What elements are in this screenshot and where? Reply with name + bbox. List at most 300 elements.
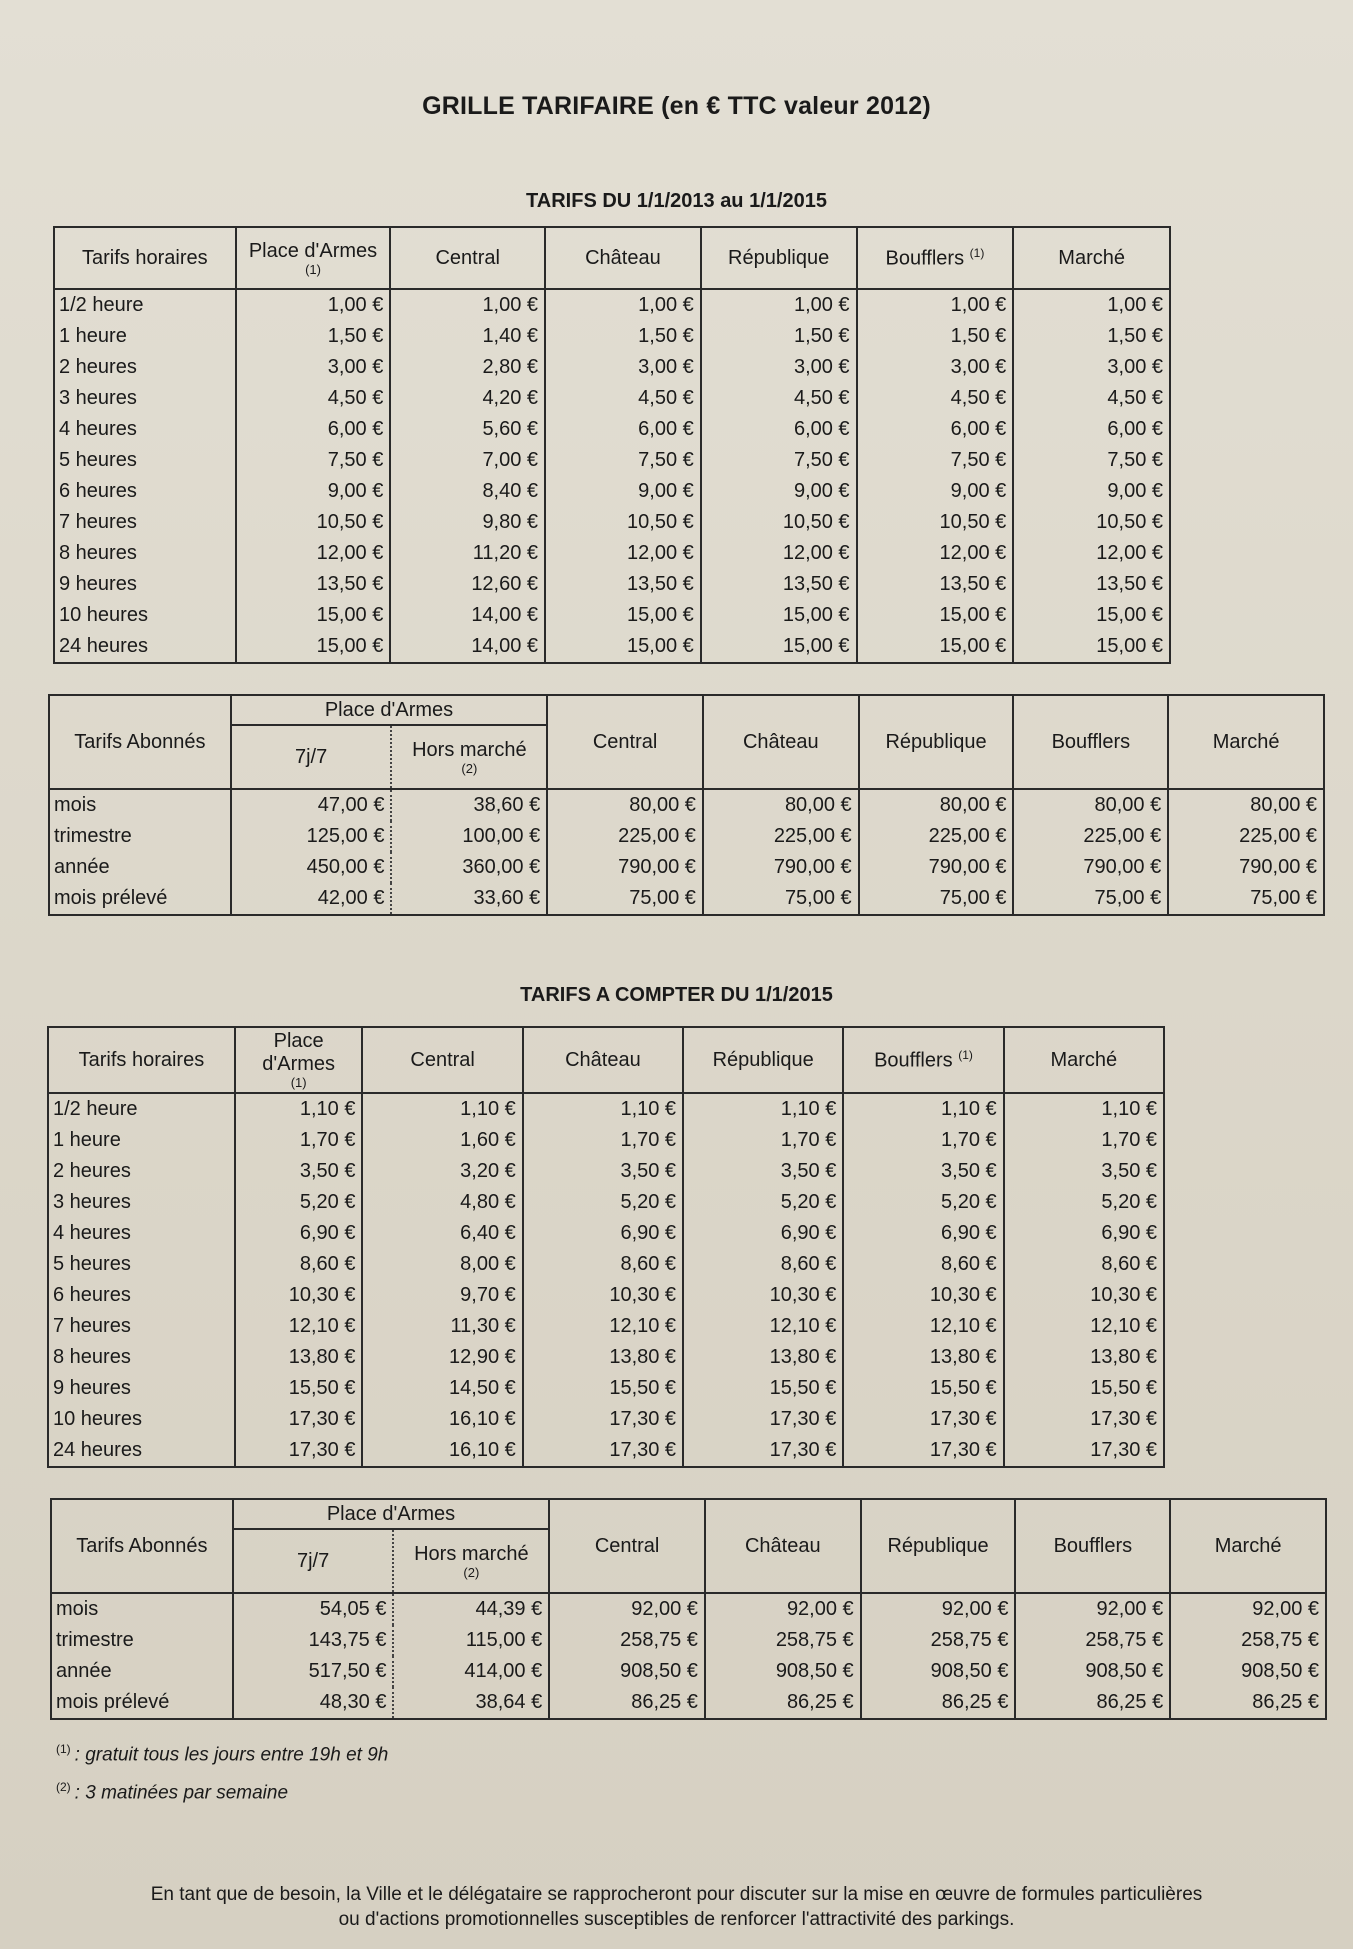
- price-cell: 9,00 €: [857, 476, 1014, 507]
- row-label: mois: [49, 789, 231, 821]
- price-cell: 3,20 €: [362, 1156, 522, 1187]
- price-cell: 80,00 €: [859, 789, 1014, 821]
- row-label: année: [49, 852, 231, 883]
- price-cell: 2,80 €: [390, 352, 545, 383]
- price-cell: 12,00 €: [236, 538, 391, 569]
- table-row: [54, 538, 1170, 569]
- price-cell: 12,00 €: [857, 538, 1014, 569]
- price-cell: 92,00 €: [861, 1593, 1016, 1625]
- price-cell: 115,00 €: [393, 1625, 549, 1656]
- table-row: [48, 1311, 1164, 1342]
- header-marche: Marché: [1170, 1499, 1326, 1593]
- header-place-darmes: Place d'Armes (1): [235, 1027, 363, 1093]
- table-row: [49, 883, 1324, 915]
- table-row: [54, 631, 1170, 663]
- price-cell: 11,30 €: [362, 1311, 522, 1342]
- header-central: Central: [547, 695, 703, 789]
- price-cell: 6,00 €: [236, 414, 391, 445]
- price-cell: 125,00 €: [231, 821, 392, 852]
- table-row: [54, 321, 1170, 352]
- row-label: 3 heures: [48, 1187, 235, 1218]
- price-cell: 8,40 €: [390, 476, 545, 507]
- price-cell: 790,00 €: [1168, 852, 1324, 883]
- price-cell: 1,50 €: [857, 321, 1014, 352]
- header-chateau: Château: [523, 1027, 683, 1093]
- price-cell: 17,30 €: [1004, 1435, 1164, 1467]
- price-cell: 75,00 €: [1168, 883, 1324, 915]
- price-cell: 92,00 €: [1015, 1593, 1170, 1625]
- price-cell: 908,50 €: [705, 1656, 861, 1687]
- price-cell: 908,50 €: [861, 1656, 1016, 1687]
- price-cell: 258,75 €: [861, 1625, 1016, 1656]
- price-cell: 48,30 €: [233, 1687, 394, 1719]
- price-cell: 8,60 €: [235, 1249, 363, 1280]
- price-cell: 15,00 €: [545, 600, 701, 631]
- price-cell: 10,50 €: [1013, 507, 1170, 538]
- price-cell: 17,30 €: [235, 1435, 363, 1467]
- price-cell: 86,25 €: [1170, 1687, 1326, 1719]
- table-row: [54, 445, 1170, 476]
- table-row: [48, 1249, 1164, 1280]
- price-cell: 4,20 €: [390, 383, 545, 414]
- page-title: GRILLE TARIFAIRE (en € TTC valeur 2012): [422, 92, 931, 120]
- price-cell: 17,30 €: [843, 1404, 1003, 1435]
- price-cell: 47,00 €: [231, 789, 392, 821]
- section2-title: TARIFS A COMPTER DU 1/1/2015: [520, 984, 833, 1006]
- row-label: 6 heures: [54, 476, 236, 507]
- price-cell: 790,00 €: [703, 852, 859, 883]
- header-central: Central: [362, 1027, 522, 1093]
- price-cell: 12,10 €: [1004, 1311, 1164, 1342]
- price-cell: 80,00 €: [547, 789, 703, 821]
- price-cell: 13,80 €: [235, 1342, 363, 1373]
- price-cell: 13,80 €: [523, 1342, 683, 1373]
- price-cell: 1,10 €: [1004, 1093, 1164, 1125]
- price-cell: 9,00 €: [701, 476, 857, 507]
- table-row: [54, 600, 1170, 631]
- price-cell: 7,50 €: [1013, 445, 1170, 476]
- price-cell: 1,10 €: [523, 1093, 683, 1125]
- price-cell: 1,00 €: [236, 289, 391, 321]
- price-cell: 8,60 €: [683, 1249, 843, 1280]
- table-row: [49, 821, 1324, 852]
- price-cell: 10,50 €: [857, 507, 1014, 538]
- price-cell: 92,00 €: [1170, 1593, 1326, 1625]
- price-cell: 414,00 €: [393, 1656, 549, 1687]
- price-cell: 7,00 €: [390, 445, 545, 476]
- price-cell: 3,00 €: [857, 352, 1014, 383]
- price-cell: 15,00 €: [701, 631, 857, 663]
- header-marche: Marché: [1168, 695, 1324, 789]
- table-row: [51, 1625, 1326, 1656]
- table-row: [48, 1218, 1164, 1249]
- price-cell: 3,50 €: [1004, 1156, 1164, 1187]
- price-cell: 450,00 €: [231, 852, 392, 883]
- table-row: [48, 1404, 1164, 1435]
- price-cell: 1,00 €: [1013, 289, 1170, 321]
- price-cell: 360,00 €: [391, 852, 547, 883]
- price-cell: 258,75 €: [705, 1625, 861, 1656]
- price-cell: 6,90 €: [523, 1218, 683, 1249]
- price-cell: 3,50 €: [843, 1156, 1003, 1187]
- row-label: 4 heures: [54, 414, 236, 445]
- price-cell: 86,25 €: [861, 1687, 1016, 1719]
- price-cell: 1,60 €: [362, 1125, 522, 1156]
- price-cell: 86,25 €: [705, 1687, 861, 1719]
- table-row: [48, 1342, 1164, 1373]
- price-cell: 3,50 €: [523, 1156, 683, 1187]
- price-cell: 75,00 €: [859, 883, 1014, 915]
- price-cell: 13,50 €: [1013, 569, 1170, 600]
- price-cell: 908,50 €: [1170, 1656, 1326, 1687]
- price-cell: 10,30 €: [235, 1280, 363, 1311]
- table-row: [54, 507, 1170, 538]
- price-cell: 6,00 €: [701, 414, 857, 445]
- price-cell: 6,90 €: [683, 1218, 843, 1249]
- table-row: [48, 1187, 1164, 1218]
- price-cell: 1,70 €: [683, 1125, 843, 1156]
- header-place-darmes-group: Place d'Armes: [233, 1499, 549, 1529]
- row-label: 7 heures: [54, 507, 236, 538]
- price-cell: 12,10 €: [523, 1311, 683, 1342]
- row-label: 1 heure: [48, 1125, 235, 1156]
- price-cell: 10,30 €: [1004, 1280, 1164, 1311]
- price-cell: 1,70 €: [523, 1125, 683, 1156]
- row-label: 24 heures: [54, 631, 236, 663]
- footnote-1-text: : gratuit tous les jours entre 19h et 9h: [74, 1744, 389, 1766]
- table-row: [51, 1687, 1326, 1719]
- price-cell: 517,50 €: [233, 1656, 394, 1687]
- price-cell: 4,50 €: [701, 383, 857, 414]
- price-cell: 5,20 €: [683, 1187, 843, 1218]
- price-cell: 8,00 €: [362, 1249, 522, 1280]
- price-cell: 5,20 €: [1004, 1187, 1164, 1218]
- table-row: [54, 383, 1170, 414]
- table-row: [48, 1125, 1164, 1156]
- price-cell: 9,00 €: [1013, 476, 1170, 507]
- subscriber-rates-table-2015: [50, 1498, 1327, 1720]
- row-label: 24 heures: [48, 1435, 235, 1467]
- price-cell: 15,00 €: [545, 631, 701, 663]
- price-cell: 7,50 €: [701, 445, 857, 476]
- table-row: [48, 1373, 1164, 1404]
- table-row: [51, 1593, 1326, 1625]
- price-cell: 15,00 €: [701, 600, 857, 631]
- price-cell: 7,50 €: [236, 445, 391, 476]
- price-cell: 12,10 €: [843, 1311, 1003, 1342]
- header-central: Central: [390, 227, 545, 289]
- row-label: 9 heures: [48, 1373, 235, 1404]
- price-cell: 13,80 €: [1004, 1342, 1164, 1373]
- price-cell: 225,00 €: [547, 821, 703, 852]
- price-cell: 9,00 €: [545, 476, 701, 507]
- price-cell: 1,00 €: [857, 289, 1014, 321]
- row-label: 10 heures: [48, 1404, 235, 1435]
- price-cell: 44,39 €: [393, 1593, 549, 1625]
- price-cell: 54,05 €: [233, 1593, 394, 1625]
- price-cell: 13,50 €: [701, 569, 857, 600]
- row-label: 2 heures: [48, 1156, 235, 1187]
- price-cell: 15,00 €: [857, 600, 1014, 631]
- price-cell: 86,25 €: [549, 1687, 705, 1719]
- price-cell: 80,00 €: [703, 789, 859, 821]
- price-cell: 3,00 €: [545, 352, 701, 383]
- row-label: 10 heures: [54, 600, 236, 631]
- price-cell: 92,00 €: [549, 1593, 705, 1625]
- price-cell: 258,75 €: [549, 1625, 705, 1656]
- price-cell: 33,60 €: [391, 883, 547, 915]
- price-cell: 75,00 €: [703, 883, 859, 915]
- price-cell: 3,50 €: [235, 1156, 363, 1187]
- price-cell: 1,50 €: [701, 321, 857, 352]
- price-cell: 38,64 €: [393, 1687, 549, 1719]
- price-cell: 790,00 €: [547, 852, 703, 883]
- price-cell: 6,40 €: [362, 1218, 522, 1249]
- price-cell: 6,00 €: [857, 414, 1014, 445]
- price-cell: 80,00 €: [1168, 789, 1324, 821]
- table-row: [48, 1156, 1164, 1187]
- price-cell: 6,00 €: [1013, 414, 1170, 445]
- header-boufflers: Boufflers $^{(1)}$: [857, 227, 1014, 289]
- price-cell: 12,00 €: [701, 538, 857, 569]
- price-cell: 8,60 €: [1004, 1249, 1164, 1280]
- header-republique: République: [861, 1499, 1016, 1593]
- footnote-2-mark: (2): [56, 1780, 71, 1794]
- price-cell: 15,00 €: [1013, 600, 1170, 631]
- price-cell: 7,50 €: [545, 445, 701, 476]
- table-row: [54, 414, 1170, 445]
- row-label: 1/2 heure: [48, 1093, 235, 1125]
- price-cell: 258,75 €: [1015, 1625, 1170, 1656]
- price-cell: 1,00 €: [390, 289, 545, 321]
- price-cell: 10,50 €: [701, 507, 857, 538]
- header-tarifs-horaires: Tarifs horaires: [54, 227, 236, 289]
- price-cell: 1,50 €: [1013, 321, 1170, 352]
- price-cell: 86,25 €: [1015, 1687, 1170, 1719]
- table-row: [48, 1093, 1164, 1125]
- price-cell: 5,20 €: [843, 1187, 1003, 1218]
- price-cell: 790,00 €: [859, 852, 1014, 883]
- price-cell: 10,30 €: [843, 1280, 1003, 1311]
- price-cell: 10,50 €: [545, 507, 701, 538]
- price-cell: 9,00 €: [236, 476, 391, 507]
- price-cell: 13,50 €: [857, 569, 1014, 600]
- row-label: 2 heures: [54, 352, 236, 383]
- price-cell: 1,10 €: [235, 1093, 363, 1125]
- price-cell: 225,00 €: [1013, 821, 1168, 852]
- price-cell: 4,50 €: [1013, 383, 1170, 414]
- price-cell: 143,75 €: [233, 1625, 394, 1656]
- hourly-rates-table-2015: [47, 1026, 1165, 1468]
- header-marche: Marché: [1004, 1027, 1164, 1093]
- price-cell: 258,75 €: [1170, 1625, 1326, 1656]
- price-cell: 13,50 €: [545, 569, 701, 600]
- price-cell: 1,10 €: [683, 1093, 843, 1125]
- table-row: [54, 476, 1170, 507]
- price-cell: 11,20 €: [390, 538, 545, 569]
- price-cell: 3,00 €: [1013, 352, 1170, 383]
- header-boufflers: Boufflers $^{(1)}$: [843, 1027, 1003, 1093]
- price-cell: 12,10 €: [235, 1311, 363, 1342]
- row-label: mois prélevé: [51, 1687, 233, 1719]
- price-cell: 15,00 €: [236, 631, 391, 663]
- price-cell: 1,50 €: [545, 321, 701, 352]
- header-7j7: 7j/7: [233, 1529, 394, 1593]
- price-cell: 80,00 €: [1013, 789, 1168, 821]
- price-cell: 12,60 €: [390, 569, 545, 600]
- header-republique: République: [683, 1027, 843, 1093]
- row-label: mois: [51, 1593, 233, 1625]
- price-cell: 3,00 €: [701, 352, 857, 383]
- footnote-2-text: : 3 matinées par semaine: [74, 1782, 289, 1804]
- price-cell: 12,90 €: [362, 1342, 522, 1373]
- price-cell: 9,70 €: [362, 1280, 522, 1311]
- price-cell: 13,80 €: [843, 1342, 1003, 1373]
- price-cell: 225,00 €: [703, 821, 859, 852]
- price-cell: 1,40 €: [390, 321, 545, 352]
- table-row: [49, 852, 1324, 883]
- price-cell: 1,00 €: [545, 289, 701, 321]
- table-row: [54, 289, 1170, 321]
- price-cell: 38,60 €: [391, 789, 547, 821]
- header-hors-marche: Hors marché (2): [391, 725, 547, 789]
- table-row: [49, 789, 1324, 821]
- footer-line-2: ou d'actions promotionnelles susceptibles de renforcer l'attractivité des parkings.: [338, 1909, 1015, 1930]
- price-cell: 92,00 €: [705, 1593, 861, 1625]
- header-republique: République: [859, 695, 1014, 789]
- price-cell: 14,00 €: [390, 631, 545, 663]
- price-cell: 17,30 €: [683, 1435, 843, 1467]
- price-cell: 15,50 €: [235, 1373, 363, 1404]
- price-cell: 10,50 €: [236, 507, 391, 538]
- price-cell: 6,90 €: [1004, 1218, 1164, 1249]
- hourly-rates-table-2013: [53, 226, 1171, 664]
- price-cell: 13,50 €: [236, 569, 391, 600]
- header-boufflers: Boufflers: [1013, 695, 1168, 789]
- price-cell: 15,00 €: [236, 600, 391, 631]
- row-label: année: [51, 1656, 233, 1687]
- price-cell: 10,30 €: [523, 1280, 683, 1311]
- header-chateau: Château: [545, 227, 701, 289]
- row-label: 8 heures: [48, 1342, 235, 1373]
- price-cell: 1,10 €: [843, 1093, 1003, 1125]
- row-label: trimestre: [49, 821, 231, 852]
- table-row: [54, 352, 1170, 383]
- price-cell: 15,00 €: [857, 631, 1014, 663]
- row-label: trimestre: [51, 1625, 233, 1656]
- footer-line-1: En tant que de besoin, la Ville et le délégataire se rapprocheront pour discuter sur la mise en œuvre de formules particulières: [150, 1884, 1203, 1905]
- price-cell: 14,00 €: [390, 600, 545, 631]
- price-cell: 10,30 €: [683, 1280, 843, 1311]
- price-cell: 908,50 €: [1015, 1656, 1170, 1687]
- row-label: 8 heures: [54, 538, 236, 569]
- header-tarifs-horaires: Tarifs horaires: [48, 1027, 235, 1093]
- price-cell: 15,50 €: [683, 1373, 843, 1404]
- price-cell: 6,90 €: [843, 1218, 1003, 1249]
- table-row: [48, 1280, 1164, 1311]
- row-label: 5 heures: [54, 445, 236, 476]
- price-cell: 7,50 €: [857, 445, 1014, 476]
- price-cell: 225,00 €: [1168, 821, 1324, 852]
- price-cell: 16,10 €: [362, 1435, 522, 1467]
- price-cell: 17,30 €: [843, 1435, 1003, 1467]
- price-cell: 1,70 €: [843, 1125, 1003, 1156]
- price-cell: 12,00 €: [1013, 538, 1170, 569]
- price-cell: 16,10 €: [362, 1404, 522, 1435]
- header-place-darmes-group: Place d'Armes: [231, 695, 547, 725]
- footnote-2: [56, 1780, 288, 1804]
- price-cell: 1,00 €: [701, 289, 857, 321]
- price-cell: 1,10 €: [362, 1093, 522, 1125]
- row-label: mois prélevé: [49, 883, 231, 915]
- price-cell: 3,00 €: [236, 352, 391, 383]
- row-label: 6 heures: [48, 1280, 235, 1311]
- price-cell: 4,50 €: [545, 383, 701, 414]
- price-cell: 15,50 €: [843, 1373, 1003, 1404]
- table-row: [51, 1656, 1326, 1687]
- price-cell: 75,00 €: [1013, 883, 1168, 915]
- row-label: 3 heures: [54, 383, 236, 414]
- table-row: [48, 1435, 1164, 1467]
- price-cell: 225,00 €: [859, 821, 1014, 852]
- price-cell: 5,20 €: [523, 1187, 683, 1218]
- price-cell: 9,80 €: [390, 507, 545, 538]
- price-cell: 15,50 €: [1004, 1373, 1164, 1404]
- price-cell: 42,00 €: [231, 883, 392, 915]
- row-label: 9 heures: [54, 569, 236, 600]
- price-cell: 1,70 €: [235, 1125, 363, 1156]
- price-cell: 8,60 €: [843, 1249, 1003, 1280]
- price-cell: 17,30 €: [683, 1404, 843, 1435]
- header-place-darmes: Place d'Armes (1): [236, 227, 391, 289]
- row-label: 5 heures: [48, 1249, 235, 1280]
- row-label: 1 heure: [54, 321, 236, 352]
- header-central: Central: [549, 1499, 705, 1593]
- price-cell: 75,00 €: [547, 883, 703, 915]
- price-cell: 6,90 €: [235, 1218, 363, 1249]
- header-marche: Marché: [1013, 227, 1170, 289]
- section1-title: TARIFS DU 1/1/2013 au 1/1/2015: [526, 190, 827, 212]
- row-label: 7 heures: [48, 1311, 235, 1342]
- price-cell: 15,00 €: [1013, 631, 1170, 663]
- price-cell: 17,30 €: [523, 1435, 683, 1467]
- footer-paragraph: [0, 1882, 1353, 1932]
- header-chateau: Château: [705, 1499, 861, 1593]
- price-cell: 15,50 €: [523, 1373, 683, 1404]
- price-cell: 6,00 €: [545, 414, 701, 445]
- header-7j7: 7j/7: [231, 725, 392, 789]
- price-cell: 908,50 €: [549, 1656, 705, 1687]
- price-cell: 4,50 €: [857, 383, 1014, 414]
- footnote-1: [56, 1742, 388, 1766]
- price-cell: 4,50 €: [236, 383, 391, 414]
- price-cell: 17,30 €: [523, 1404, 683, 1435]
- price-cell: 1,70 €: [1004, 1125, 1164, 1156]
- header-tarifs-abonnes: Tarifs Abonnés: [51, 1499, 233, 1593]
- price-cell: 100,00 €: [391, 821, 547, 852]
- price-cell: 12,00 €: [545, 538, 701, 569]
- price-cell: 14,50 €: [362, 1373, 522, 1404]
- price-cell: 5,20 €: [235, 1187, 363, 1218]
- price-cell: 12,10 €: [683, 1311, 843, 1342]
- footnote-1-mark: (1): [56, 1742, 71, 1756]
- price-cell: 17,30 €: [1004, 1404, 1164, 1435]
- subscriber-rates-table-2013: [48, 694, 1325, 916]
- header-tarifs-abonnes: Tarifs Abonnés: [49, 695, 231, 789]
- price-cell: 4,80 €: [362, 1187, 522, 1218]
- price-cell: 8,60 €: [523, 1249, 683, 1280]
- header-hors-marche: Hors marché (2): [393, 1529, 549, 1593]
